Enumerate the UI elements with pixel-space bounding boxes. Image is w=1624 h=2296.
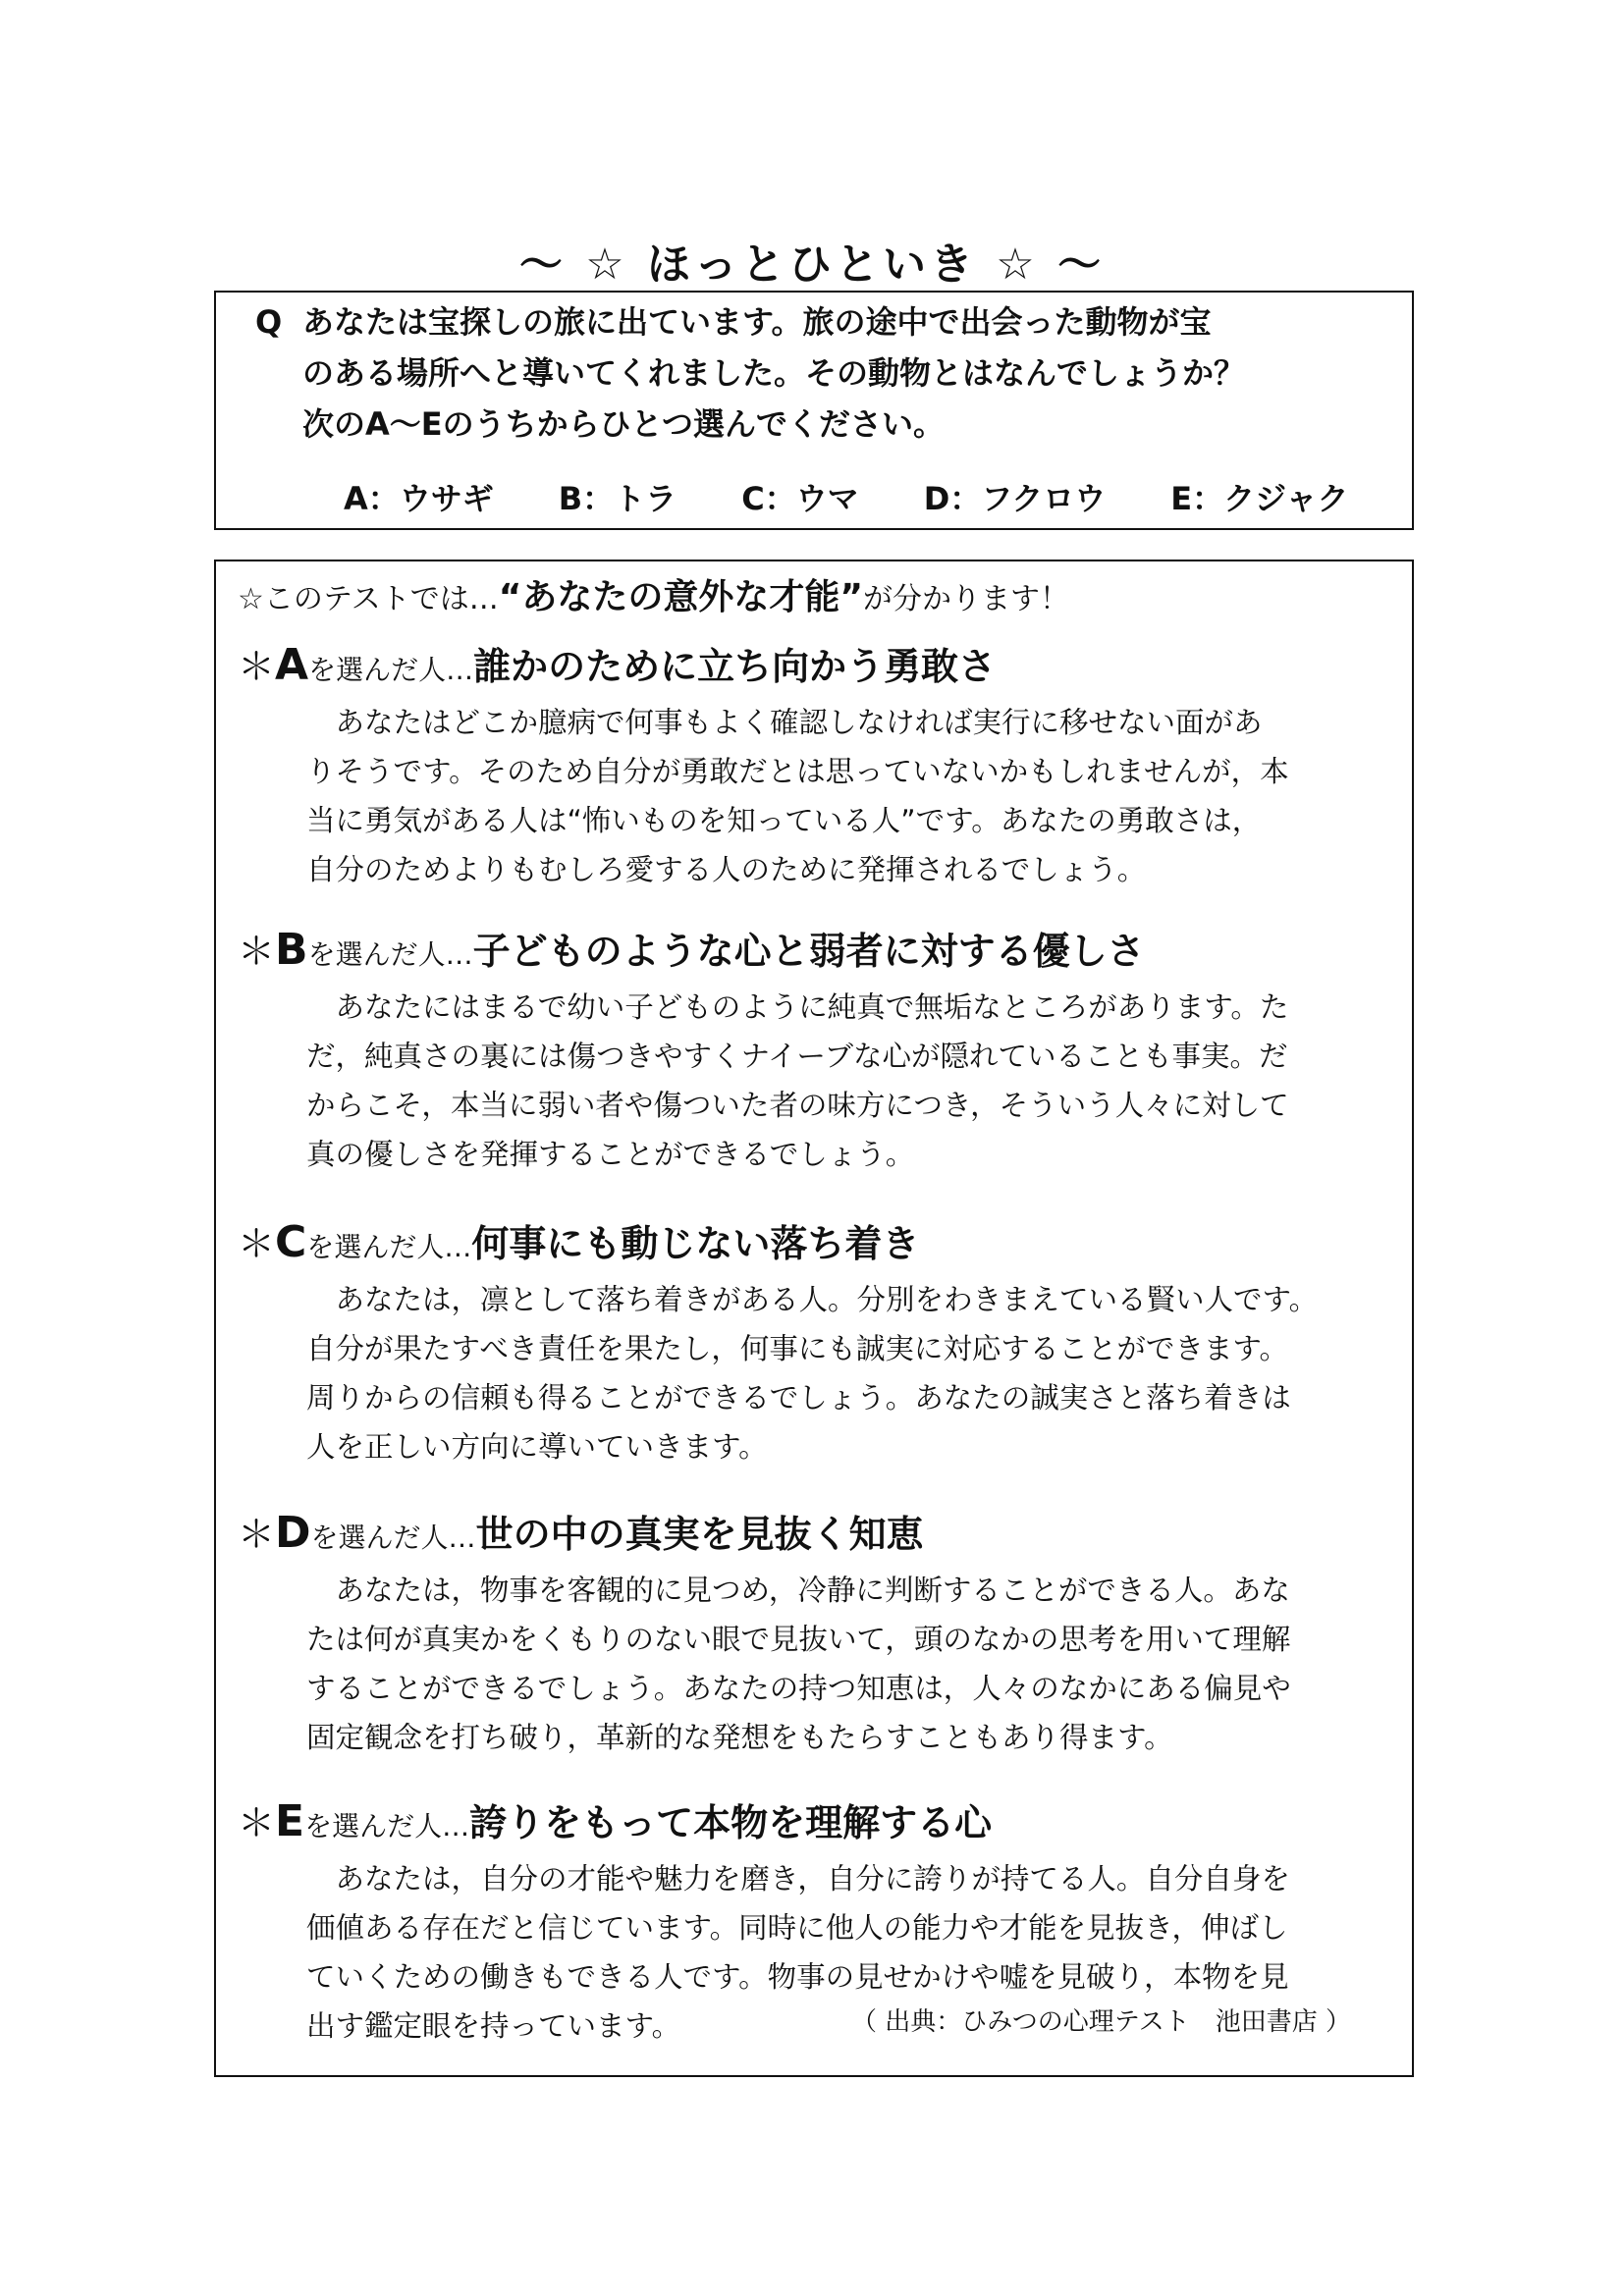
page-title: ～ ☆ ほっとひといき ☆ ～: [518, 240, 1106, 290]
section-heading: [238, 1215, 1396, 1275]
section-letter: B: [275, 925, 308, 975]
source-citation: （ 出典：ひみつの心理テスト 池田書店 ）: [851, 2007, 1351, 2037]
body-line: からこそ，本当に弱い者や傷ついた者の味方につき，そういう人々に対して: [306, 1089, 1289, 1122]
section-body: [306, 698, 1388, 894]
body-line: ていくための働きもできる人です。物事の見せかけや嘘を見破り，本物を見: [306, 1960, 1289, 1994]
answers-intro: [238, 573, 1069, 624]
section-body: [306, 983, 1388, 1179]
section-heading: [238, 1794, 1396, 1854]
body-line: あなたはどこか臆病で何事もよく確認しなければ実行に移せない面があ: [306, 706, 1263, 739]
question-line: [255, 300, 1211, 344]
question-text: あなたは宝探しの旅に出ています。旅の途中で出会った動物が宝: [302, 303, 1212, 341]
answer-section-b: [238, 923, 1396, 1179]
body-line: だ，純真さの裏には傷つきやすくナイーブな心が隠れていることも事実。だ: [306, 1040, 1288, 1073]
asterisk-icon: ＊: [238, 1222, 276, 1265]
chose-label: を選んだ人…: [304, 1810, 470, 1842]
answer-section-d: [238, 1506, 1396, 1762]
body-line: 真の優しさを発揮することができるでしょう。: [306, 1138, 915, 1171]
body-line: 人を正しい方向に導いていきます。: [306, 1430, 768, 1464]
asterisk-icon: ＊: [238, 1513, 276, 1556]
section-letter: C: [275, 1217, 307, 1267]
section-title: 子どものような心と弱者に対する優しさ: [472, 930, 1145, 973]
section-title: 世の中の真実を見抜く知恵: [475, 1513, 924, 1556]
body-line: 出す鑑定眼を持っています。: [306, 2009, 681, 2043]
question-box: [214, 291, 1414, 530]
option-b: B：トラ: [558, 480, 677, 517]
body-line: あなたは，凛として落ち着きがある人。分別をわきまえている賢い人です。: [306, 1283, 1319, 1316]
asterisk-icon: ＊: [238, 1801, 276, 1844]
section-body: [306, 1275, 1388, 1471]
section-letter: E: [275, 1796, 305, 1846]
asterisk-icon: ＊: [238, 930, 276, 973]
section-title: 何事にも動じない落ち着き: [471, 1222, 920, 1265]
body-line: 当に勇気がある人は“怖いものを知っている人”です。あなたの勇敢さは，: [306, 804, 1262, 837]
answer-section-c: [238, 1215, 1396, 1471]
intro-strong: “あなたの意外な才能”: [498, 577, 864, 617]
asterisk-icon: ＊: [238, 645, 276, 688]
body-line: 周りからの信頼も得ることができるでしょう。あなたの誠実さと落ち着きは: [306, 1381, 1291, 1415]
body-line: たは何が真実かをくもりのない眼で見抜いて，頭のなかの思考を用いて理解: [306, 1623, 1291, 1656]
answer-section-a: [238, 638, 1396, 894]
option-e: E：クジャク: [1170, 480, 1349, 517]
section-heading: [238, 1506, 1396, 1566]
option-a: A：ウサギ: [344, 480, 494, 517]
section-heading: [238, 923, 1396, 983]
body-line: 価値ある存在だと信じています。同時に他人の能力や才能を見抜き，伸ばし: [306, 1911, 1288, 1945]
section-title: 誇りをもって本物を理解する心: [469, 1801, 993, 1844]
body-line: あなたは，自分の才能や魅力を磨き，自分に誇りが持てる人。自分自身を: [306, 1862, 1290, 1896]
option-d: D：フクロウ: [923, 480, 1107, 517]
question-line: のある場所へと導いてくれました。その動物とはなんでしょうか？: [302, 354, 1246, 392]
chose-label: を選んだ人…: [306, 1231, 472, 1263]
section-letter: D: [275, 1508, 311, 1558]
answer-options: [344, 477, 1349, 520]
chose-label: を選んだ人…: [308, 654, 474, 686]
section-title: 誰かのために立ち向かう勇敢さ: [473, 645, 997, 688]
intro-suffix: が分かります！: [863, 582, 1070, 616]
section-heading: [238, 638, 1396, 698]
chose-label: を選んだ人…: [307, 938, 473, 971]
body-line: 固定観念を打ち破り，革新的な発想をもたらすこともあり得ます。: [306, 1721, 1173, 1754]
body-line: することができるでしょう。あなたの持つ知恵は，人々のなかにある偏見や: [306, 1672, 1291, 1705]
question-mark: Q: [255, 303, 283, 341]
chose-label: を選んだ人…: [310, 1522, 476, 1554]
body-line: 自分のためよりもむしろ愛する人のために発揮されるでしょう。: [306, 853, 1147, 886]
body-line: あなたにはまるで幼い子どものように純真で無垢なところがあります。た: [306, 990, 1289, 1024]
body-line: りそうです。そのため自分が勇敢だとは思っていないかもしれませんが，本: [306, 755, 1289, 788]
section-body: [306, 1566, 1388, 1762]
intro-prefix: ☆このテストでは…: [238, 582, 499, 616]
section-letter: A: [275, 640, 309, 690]
question-line: 次のA～Eのうちからひとつ選んでください。: [302, 405, 945, 443]
answers-box: [214, 560, 1414, 2077]
body-line: あなたは，物事を客観的に見つめ，冷静に判断することができる人。あな: [306, 1574, 1290, 1607]
option-c: C：ウマ: [741, 480, 859, 517]
body-line: 自分が果たすべき責任を果たし，何事にも誠実に対応することができます。: [306, 1332, 1289, 1365]
